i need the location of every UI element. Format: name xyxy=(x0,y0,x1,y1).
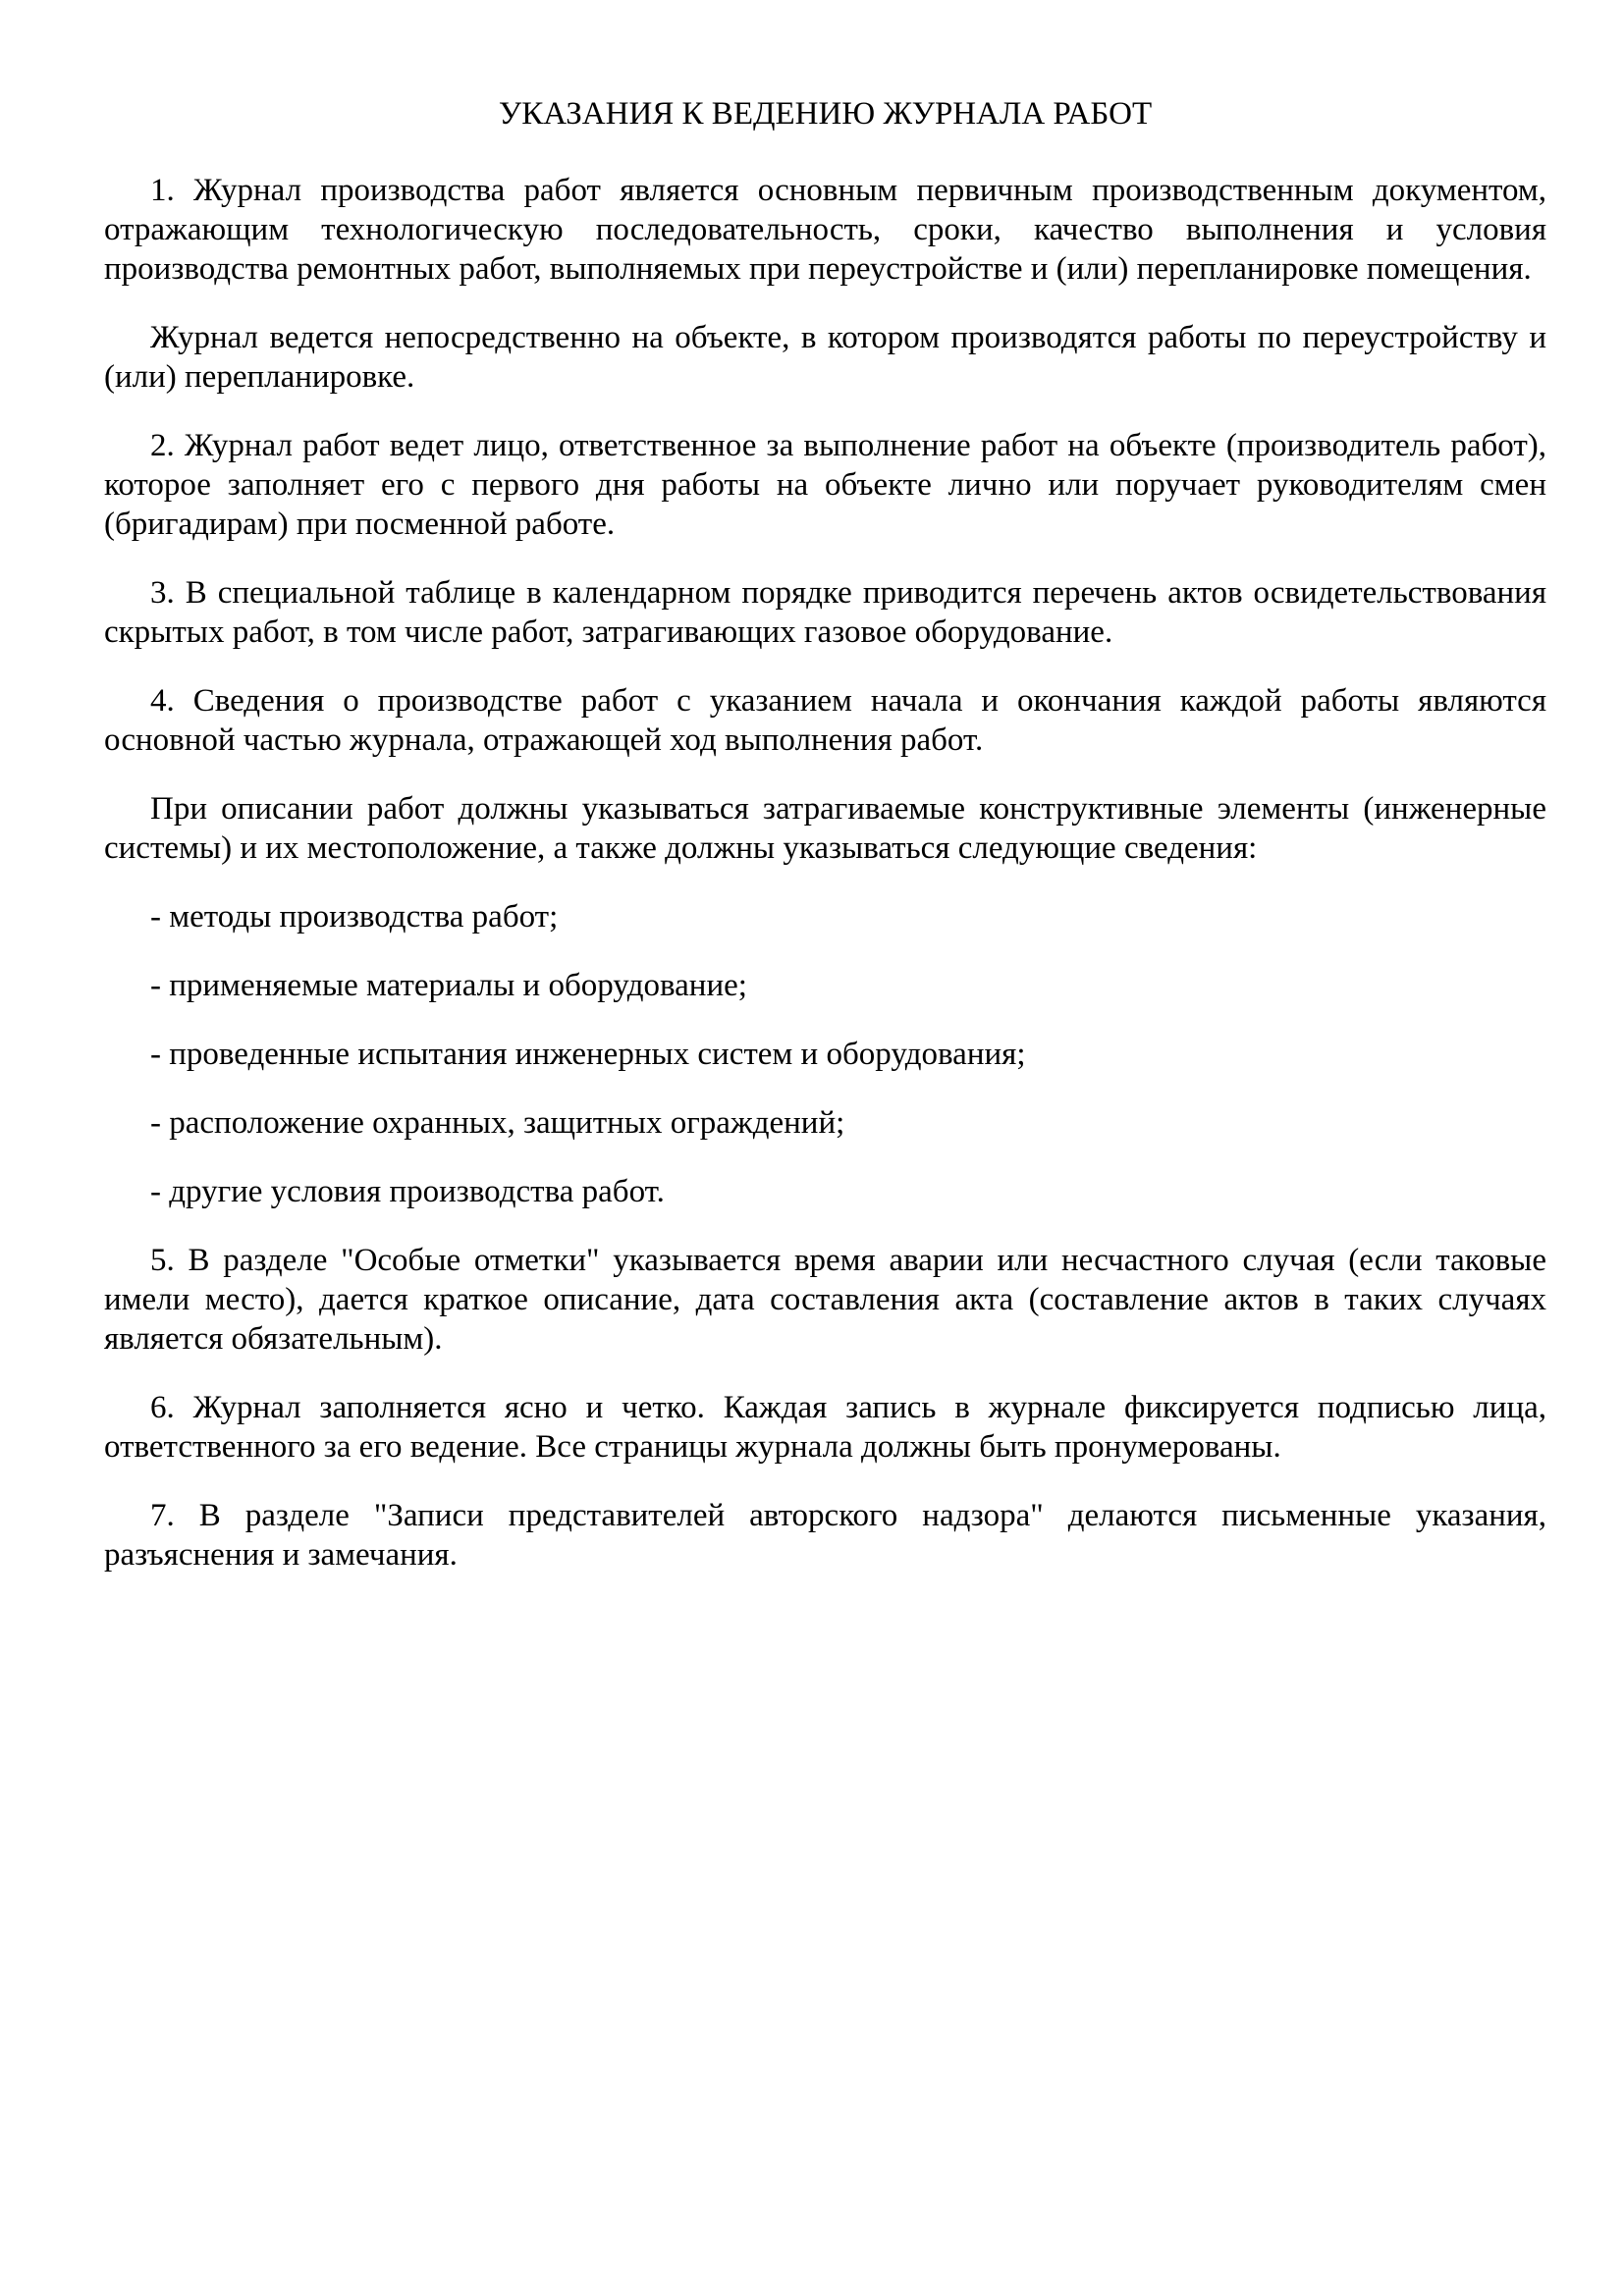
paragraph-4: 3. В специальной таблице в календарном порядке приводится перечень актов освидетельствования скрытых работ, в том числе работ, затрагивающих газовое оборудование. xyxy=(104,575,1546,650)
list-item-2: - применяемые материалы и оборудование; xyxy=(150,968,747,1003)
list-item-4: - расположение охранных, защитных ограждений; xyxy=(150,1105,845,1141)
list-item-5: - другие условия производства работ. xyxy=(150,1174,665,1209)
paragraph-7: 5. В разделе "Особые отметки" указывается время аварии или несчастного случая (если таковые имели место), дается краткое описание, дата составления акта (составление актов в таких случаях является обязательным). xyxy=(104,1243,1546,1357)
paragraph-3: 2. Журнал работ ведет лицо, ответственное за выполнение работ на объекте (производитель работ), которое заполняет его с первого дня работы на объекте лично или поручает руководителям смен (бригадирам) при посменной работе. xyxy=(104,428,1546,542)
document-title: УКАЗАНИЯ К ВЕДЕНИЮ ЖУРНАЛА РАБОТ xyxy=(498,96,1153,132)
paragraph-9: 7. В разделе "Записи представителей авторского надзора" делаются письменные указания, разъяснения и замечания. xyxy=(104,1498,1546,1573)
paragraph-8: 6. Журнал заполняется ясно и четко. Каждая запись в журнале фиксируется подписью лица, ответственного за его ведение. Все страницы журнала должны быть пронумерованы. xyxy=(104,1390,1546,1465)
paragraph-6: При описании работ должны указываться затрагиваемые конструктивные элементы (инженерные системы) и их местоположение, а также должны указываться следующие сведения: xyxy=(104,791,1546,866)
paragraph-1: 1. Журнал производства работ является основным первичным производственным документом, отражающим технологическую последовательность, сроки, качество выполнения и условия производства ремонтных работ, выполняемых при переустройстве и (или) перепланировке помещения. xyxy=(104,173,1546,287)
paragraph-2: Журнал ведется непосредственно на объекте, в котором производятся работы по переустройству и (или) перепланировке. xyxy=(104,320,1546,395)
list-item-1: - методы производства работ; xyxy=(150,899,559,934)
list-item-3: - проведенные испытания инженерных систем и оборудования; xyxy=(150,1037,1026,1072)
paragraph-5: 4. Сведения о производстве работ с указанием начала и окончания каждой работы являются основной частью журнала, отражающей ход выполнения работ. xyxy=(104,683,1546,758)
